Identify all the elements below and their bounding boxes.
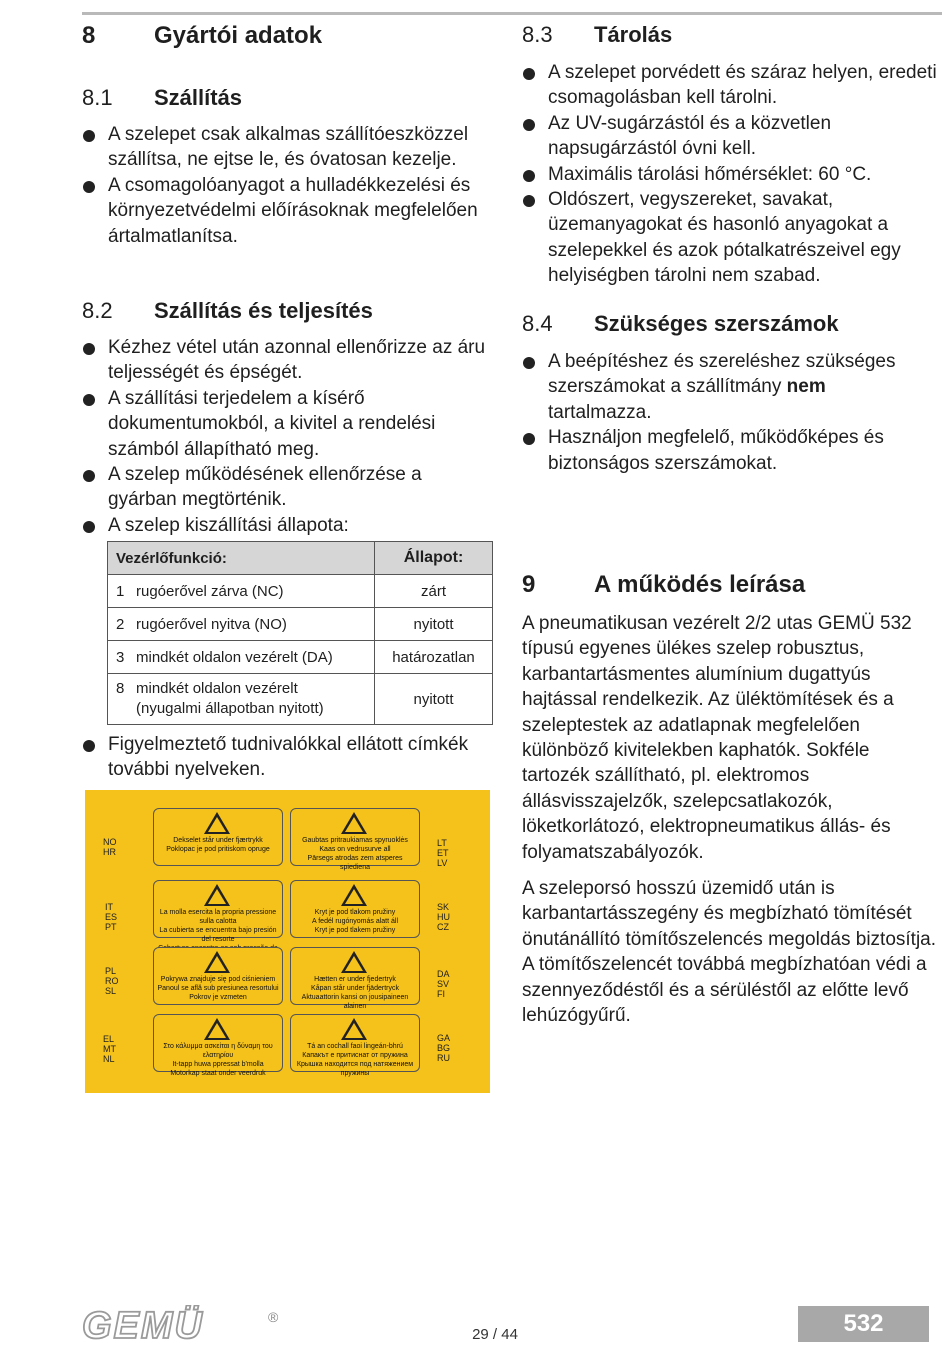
list-item: A szelepet csak alkalmas szállítóeszközzel szállítsa, ne ejtse le, és óvatosan kezelje. xyxy=(82,122,492,173)
language-codes: EL MT NL xyxy=(103,1034,116,1064)
list-item: Használjon megfelelő, működőképes és biztonságos szerszámokat. xyxy=(522,425,932,476)
warning-label-text: Dekselet står under fjærtrykk Poklopac je pod pritiskom opruge xyxy=(166,837,270,853)
section-number: 9 xyxy=(522,571,536,598)
warning-triangle-icon xyxy=(341,1018,367,1040)
section-9-heading xyxy=(522,571,805,599)
product-tag: 532 xyxy=(798,1306,929,1342)
bullet-list-8-3 xyxy=(522,60,942,289)
section-number: 8.2 xyxy=(82,298,113,323)
section-8-heading xyxy=(82,22,322,50)
warning-label-text: La molla esercita la propria pressione sulla calotta La cubierta se encuentra bajo presión del resorte xyxy=(159,909,277,943)
body-paragraph: A pneumatikusan vezérelt 2/2 utas GEMÜ 532 típusú egyenes ülékes szelep robusztus, karbantartásmentes alumínium dugattyús hajtással rendelkezik. Az üléktömítések és a szeleptestek az adatlapnak megfelelően különböző kivitelekben kaphatók. Sokféle tartozék szállítható, pl. elektromos állásvisszajelzők, szelepcsatlakozók, löketkorlátozó, elektropneumatikus állás- és folyamatszabályozók. xyxy=(522,613,912,863)
bullet-list-8-1 xyxy=(82,122,492,249)
gemu-logo-icon xyxy=(82,1305,282,1345)
warning-label xyxy=(290,880,420,938)
warning-triangle-icon xyxy=(341,812,367,834)
language-codes: SK HU CZ xyxy=(437,902,450,932)
language-codes: PL RO SL xyxy=(105,966,119,996)
section-title: Tárolás xyxy=(594,22,673,47)
text-span: tartalmazza. xyxy=(548,401,652,423)
row-number: 1 xyxy=(116,582,125,600)
table-row xyxy=(108,674,493,725)
text-span: A beépítéshez és szereléshez szükséges szerszámokat a szállítmány xyxy=(548,351,896,398)
warning-triangle-icon xyxy=(204,812,230,834)
list-item: Maximális tárolási hőmérséklet: 60 °C. xyxy=(522,162,942,187)
warning-label xyxy=(153,880,283,943)
emphasis: nem xyxy=(786,376,826,398)
row-number: 8 xyxy=(116,680,125,697)
warning-triangle-icon xyxy=(204,951,230,973)
language-codes: GA BG RU xyxy=(437,1033,451,1063)
warning-label-panel xyxy=(85,790,490,1093)
list-item xyxy=(522,349,932,425)
warning-label xyxy=(290,1014,420,1077)
row-state: nyitott xyxy=(375,608,493,641)
row-function: rugóerővel zárva (NC) xyxy=(136,582,284,600)
row-state: határozatlan xyxy=(375,641,493,674)
list-item: Kézhez vétel után azonnal ellenőrizze az áru teljességét és épségét. xyxy=(82,335,492,386)
delivery-state-table xyxy=(107,541,493,725)
language-codes: NO HR xyxy=(103,837,117,857)
warning-label xyxy=(153,808,283,866)
row-function: mindkét oldalon vezérelt xyxy=(136,680,298,697)
warning-label-text: Στο κάλυμμα ασκείται η δύναμη του ελατηρίου It-tapp huwa ppressat b'molla Motorkap staat onder veerdruk xyxy=(163,1043,273,1077)
list-item: Az UV-sugárzástól és a közvetlen napsugárzástól óvni kell. xyxy=(522,111,942,162)
warning-triangle-icon xyxy=(341,884,367,906)
section-title: Szállítás és teljesítés xyxy=(154,298,373,323)
section-title: A működés leírása xyxy=(594,571,806,598)
section-8-1-heading xyxy=(82,85,242,111)
warning-label xyxy=(153,1014,283,1077)
warning-label-text: Gaubtas pritraukiamas spyruoklės Kaas on vedrusurve all Pārsegs atrodas zem atsperes spiediena xyxy=(302,837,408,871)
section-8-2-heading xyxy=(82,298,373,324)
row-state: zárt xyxy=(375,575,493,608)
row-function: mindkét oldalon vezérelt (DA) xyxy=(136,648,333,666)
section-number: 8.3 xyxy=(522,22,553,47)
row-function: rugóerővel nyitva (NO) xyxy=(136,615,287,633)
warning-triangle-icon xyxy=(341,951,367,973)
warning-label xyxy=(290,808,420,871)
warning-triangle-icon xyxy=(204,884,230,906)
bullet-list-labels xyxy=(82,732,492,783)
table-row xyxy=(108,575,493,608)
bullet-list-8-4 xyxy=(522,349,932,476)
logo-text: GEMÜ xyxy=(82,1305,204,1345)
warning-triangle-icon xyxy=(204,1018,230,1040)
list-item: Figyelmeztető tudnivalókkal ellátott címkék további nyelveken. xyxy=(82,732,492,783)
section-8-4-heading xyxy=(522,311,839,337)
row-number: 3 xyxy=(116,648,125,666)
section-8-3-heading xyxy=(522,22,672,48)
row-function-note: (nyugalmi állapotban nyitott) xyxy=(136,700,324,717)
section-title: Szükséges szerszámok xyxy=(594,311,839,336)
top-rule xyxy=(82,12,942,15)
registered-mark: ® xyxy=(268,1309,279,1325)
body-paragraph: A szeleporsó hosszú üzemidő után is karbantartásszegény és megbízható tömítését önutánállító tömítőszelencés megoldás biztosítja. A tömítőszelencét továbbá megbízhatóan védi a szennyeződéstől és a sérüléstől az előtte levő lehúzógyűrű. xyxy=(522,878,937,1027)
warning-label xyxy=(290,947,420,1010)
section-number: 8.4 xyxy=(522,311,553,336)
language-codes: LT ET LV xyxy=(437,838,449,868)
section-number: 8.1 xyxy=(82,85,113,110)
warning-label-text: Kryt je pod tlakom pružiny A fedél rugónyomás alatt áll Kryt je pod tlakem pružiny xyxy=(312,909,398,934)
warning-label xyxy=(153,947,283,1005)
row-state: nyitott xyxy=(375,674,493,725)
page-number: 29 / 44 xyxy=(472,1326,518,1343)
warning-label-text: Hætten er under fjedertryk Kåpan står under fjädertryck Aktuaattorin kansi on jousipaineen alainen xyxy=(301,976,409,1010)
list-item: A szelep működésének ellenőrzése a gyárban megtörténik. xyxy=(82,462,492,513)
language-codes: IT ES PT xyxy=(105,902,118,932)
list-item: Oldószert, vegyszereket, savakat, üzemanyagokat és hasonló anyagokat a szelepekkel és azok pótalkatrészeivel egy helyiségben tárolni nem szabad. xyxy=(522,187,942,289)
table-header: Állapot: xyxy=(375,542,493,575)
warning-label-text: Pokrywa znajduje się pod ciśnieniem Panoul se află sub presiunea resortului Pokrov je vzmeten xyxy=(157,976,279,1001)
warning-label-text: Tá an cochall faoi lingeán-bhrú Капакът е притиснат от пружина Крышка находится под натяжением пружины xyxy=(296,1043,414,1077)
table-row xyxy=(108,608,493,641)
list-item: A szelepet porvédett és száraz helyen, eredeti csomagolásban kell tárolni. xyxy=(522,60,942,111)
list-item: A csomagolóanyagot a hulladékkezelési és környezetvédelmi előírásoknak megfelelően ártalmatlanítsa. xyxy=(82,173,492,249)
section-title: Gyártói adatok xyxy=(154,22,323,49)
language-codes: DA SV FI xyxy=(437,969,450,999)
list-item: A szelep kiszállítási állapota: xyxy=(82,513,492,538)
list-item: A szállítási terjedelem a kísérő dokumentumokból, a kivitel a rendelési számból állapítható meg. xyxy=(82,386,492,462)
bullet-list-8-2 xyxy=(82,335,492,538)
section-title: Szállítás xyxy=(154,85,243,110)
table-row xyxy=(108,641,493,674)
section-number: 8 xyxy=(82,22,96,49)
gemu-logo xyxy=(82,1305,282,1350)
row-number: 2 xyxy=(116,615,125,633)
table-header: Vezérlőfunkció: xyxy=(108,542,375,575)
